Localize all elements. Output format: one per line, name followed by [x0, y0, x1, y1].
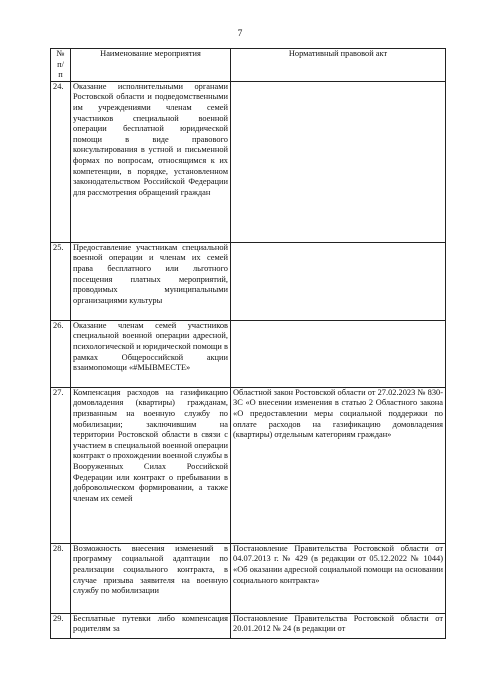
- header-measure-name: Наименование мероприятия: [71, 49, 231, 82]
- header-legal-act: Нормативный правовой акт: [231, 49, 446, 82]
- row-measure-name: Возможность внесения изменений в программу социальной адаптации по реализации социального контракта, в случае призыва заявителя на военную службу по мобилизации: [71, 543, 231, 613]
- header-number-line: п/: [57, 59, 64, 69]
- table-row: [51, 242, 446, 320]
- header-number: [51, 49, 71, 82]
- row-number: 25.: [51, 242, 71, 320]
- table-row: [51, 543, 446, 613]
- header-number-line: №: [56, 49, 65, 58]
- row-legal-act: Областной закон Ростовской области от 27.02.2023 № 830-ЗС «О внесении изменения в статью 2 Областного закона «О предоставлении меры социальной поддержки по оплате расходов на газификацию домовладения (квартиры) отдельным категориям граждан»: [231, 387, 446, 543]
- header-number-line: п: [58, 70, 63, 80]
- row-measure-name: Оказание исполнительными органами Ростовской области и подведомственными им учреждениями членам семей участников специальной военной операции бесплатной юридической помощи в виде правового консультирования в устной и письменной формах по вопросам, относящимся к их компетенции, в порядке, установленном законодательством Российской Федерации для рассмотрения обращений граждан: [71, 81, 231, 242]
- table-row: [51, 320, 446, 387]
- row-legal-act: Постановление Правительства Ростовской области от 20.01.2012 № 24 (в редакции от: [231, 613, 446, 638]
- table-row: [51, 387, 446, 543]
- row-legal-act: [231, 242, 446, 320]
- row-measure-name: Бесплатные путевки либо компенсация родителям за: [71, 613, 231, 638]
- row-legal-act: [231, 320, 446, 387]
- page-number: 7: [237, 29, 243, 39]
- row-number: 28.: [51, 543, 71, 613]
- table-header-row: [51, 49, 446, 82]
- measures-table: [50, 48, 446, 639]
- row-number: 26.: [51, 320, 71, 387]
- table-row: [51, 613, 446, 638]
- row-measure-name: Компенсация расходов на газификацию домовладения (квартиры) гражданам, призванным на военную службу по мобилизации; заключившим на территории Ростовской области в связи с участием в специальной военной операции контракт о прохождении военной службы в Вооруженных Силах Российской Федерации или контракт о пребывании в добровольческом формировании, а также членам их семей: [71, 387, 231, 543]
- table-row: [51, 81, 446, 242]
- row-legal-act: Постановление Правительства Ростовской области от 04.07.2013 г. № 429 (в редакции от 05.12.2022 № 1044) «Об оказании адресной социальной помощи на основании социального контракта»: [231, 543, 446, 613]
- row-legal-act: [231, 81, 446, 242]
- row-number: 24.: [51, 81, 71, 242]
- row-measure-name: Предоставление участникам специальной военной операции и членам их семей права бесплатного или льготного посещения платных мероприятий, проводимых муниципальными организациями культуры: [71, 242, 231, 320]
- row-number: 29.: [51, 613, 71, 638]
- row-number: 27.: [51, 387, 71, 543]
- row-measure-name: Оказание членам семей участников специальной военной операции адресной, психологической и юридической помощи в рамках Общероссийской акции взаимопомощи «#МЫВМЕСТЕ»: [71, 320, 231, 387]
